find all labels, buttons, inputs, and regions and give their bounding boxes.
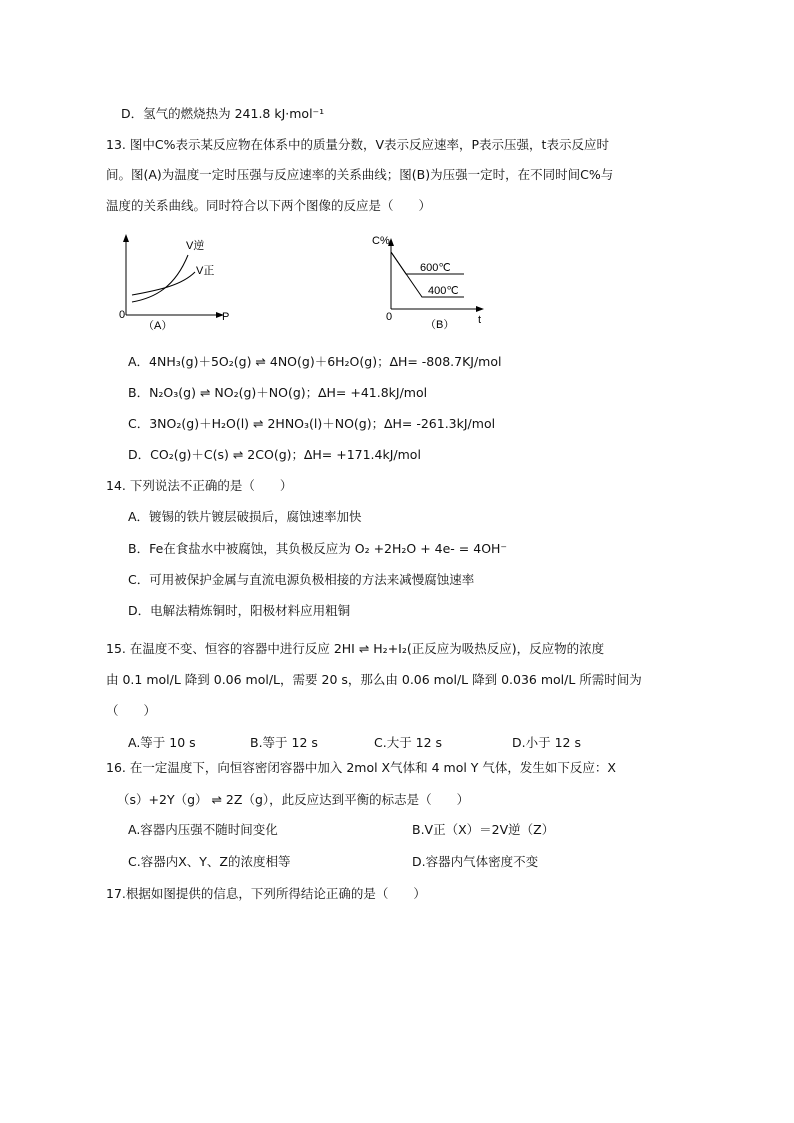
q13-option-a: A．4NH₃(g)＋5O₂(g) ⇌ 4NO(g)＋6H₂O(g)；∆H= -808.7KJ/mol — [128, 354, 502, 369]
figure-a-vrev-label: V逆 — [186, 240, 205, 252]
q16-option-a: A.容器内压强不随时间变化 — [128, 822, 278, 837]
q15-stem-line-1: 15. 在温度不变、恒容的容器中进行反应 2HI ⇌ H₂+I₂(正反应为吸热反应)，反应物的浓度 — [106, 641, 605, 656]
q13-stem-line-1: 13. 图中C%表示某反应物在体系中的质量分数，V表示反应速率，P表示压强，t表示反应时 — [106, 137, 609, 152]
q16-option-b: B.V正（X）＝2V逆（Z） — [412, 822, 555, 837]
figure-a-y-arrow — [123, 234, 129, 242]
figure-b-x-label: t — [478, 314, 482, 326]
figure-a-vfwd-curve — [132, 272, 195, 295]
q13-option-b: B．N₂O₃(g) ⇌ NO₂(g)＋NO(g)；∆H= +41.8kJ/mol — [128, 385, 428, 400]
q13-stem-line-3: 温度的关系曲线。同时符合以下两个图像的反应是（ ） — [106, 198, 432, 213]
figure-a-caption: （A） — [143, 320, 173, 332]
q14-option-a: A．镀锡的铁片镀层破损后，腐蚀速率加快 — [128, 509, 362, 524]
q15-option-a: A.等于 10 s — [128, 735, 196, 750]
q15-stem-line-3: （ ） — [106, 703, 157, 718]
q15-option-b: B.等于 12 s — [250, 735, 318, 750]
figure-b-origin: 0 — [386, 311, 393, 323]
q14-option-c: C．可用被保护金属与直流电源负极相接的方法来减慢腐蚀速率 — [128, 572, 475, 587]
q17-stem: 17.根据如图提供的信息，下列所得结论正确的是（ ） — [106, 886, 426, 901]
figure-a-pressure-rate — [110, 232, 240, 337]
figure-a-vrev-curve — [132, 255, 188, 302]
figure-b-caption: （B） — [425, 319, 455, 331]
figure-a-origin: 0 — [119, 309, 126, 321]
q14-option-d: D．电解法精炼铜时，阳极材料应用粗铜 — [128, 603, 351, 618]
figure-b-600-label: 600℃ — [420, 262, 451, 274]
q16-option-d: D.容器内气体密度不变 — [412, 854, 539, 869]
q14-stem: 14. 下列说法不正确的是（ ） — [106, 478, 293, 493]
figure-b-400-label: 400℃ — [428, 285, 459, 297]
q13-stem-line-2: 间。图(A)为温度一定时压强与反应速率的关系曲线；图(B)为压强一定时，在不同时间C%与 — [106, 167, 614, 182]
q14-option-b: B．Fe在食盐水中被腐蚀，其负极反应为 O₂ +2H₂O + 4e- = 4OH⁻ — [128, 541, 508, 556]
q16-stem-line-2: （s）+2Y（g） ⇌ 2Z（g），此反应达到平衡的标志是（ ） — [117, 792, 470, 807]
figure-b-y-label: C% — [372, 235, 390, 247]
q16-option-c: C.容器内X、Y、Z的浓度相等 — [128, 854, 291, 869]
figure-b-x-arrow — [476, 306, 484, 312]
q13-option-c: C．3NO₂(g)＋H₂O(l) ⇌ 2HNO₃(l)＋NO(g)；∆H= -261.3kJ/mol — [128, 416, 496, 431]
q15-option-c: C.大于 12 s — [374, 735, 443, 750]
q15-stem-line-2: 由 0.1 mol/L 降到 0.06 mol/L，需要 20 s，那么由 0.06 mol/L 降到 0.036 mol/L 所需时间为 — [106, 672, 642, 687]
q15-option-d: D.小于 12 s — [512, 735, 581, 750]
figure-a-x-label: P — [222, 311, 230, 323]
q13-option-d: D．CO₂(g)＋C(s) ⇌ 2CO(g)；∆H= +171.4kJ/mol — [128, 447, 421, 462]
figure-a-vfwd-label: V正 — [196, 265, 215, 277]
figure-b-temperature-concentration — [370, 230, 495, 337]
q12-option-d: D．氢气的燃烧热为 241.8 kJ·mol⁻¹ — [121, 106, 325, 121]
q16-stem-line-1: 16. 在一定温度下，向恒容密闭容器中加入 2mol X气体和 4 mol Y 气体，发生如下反应：X — [106, 760, 616, 775]
